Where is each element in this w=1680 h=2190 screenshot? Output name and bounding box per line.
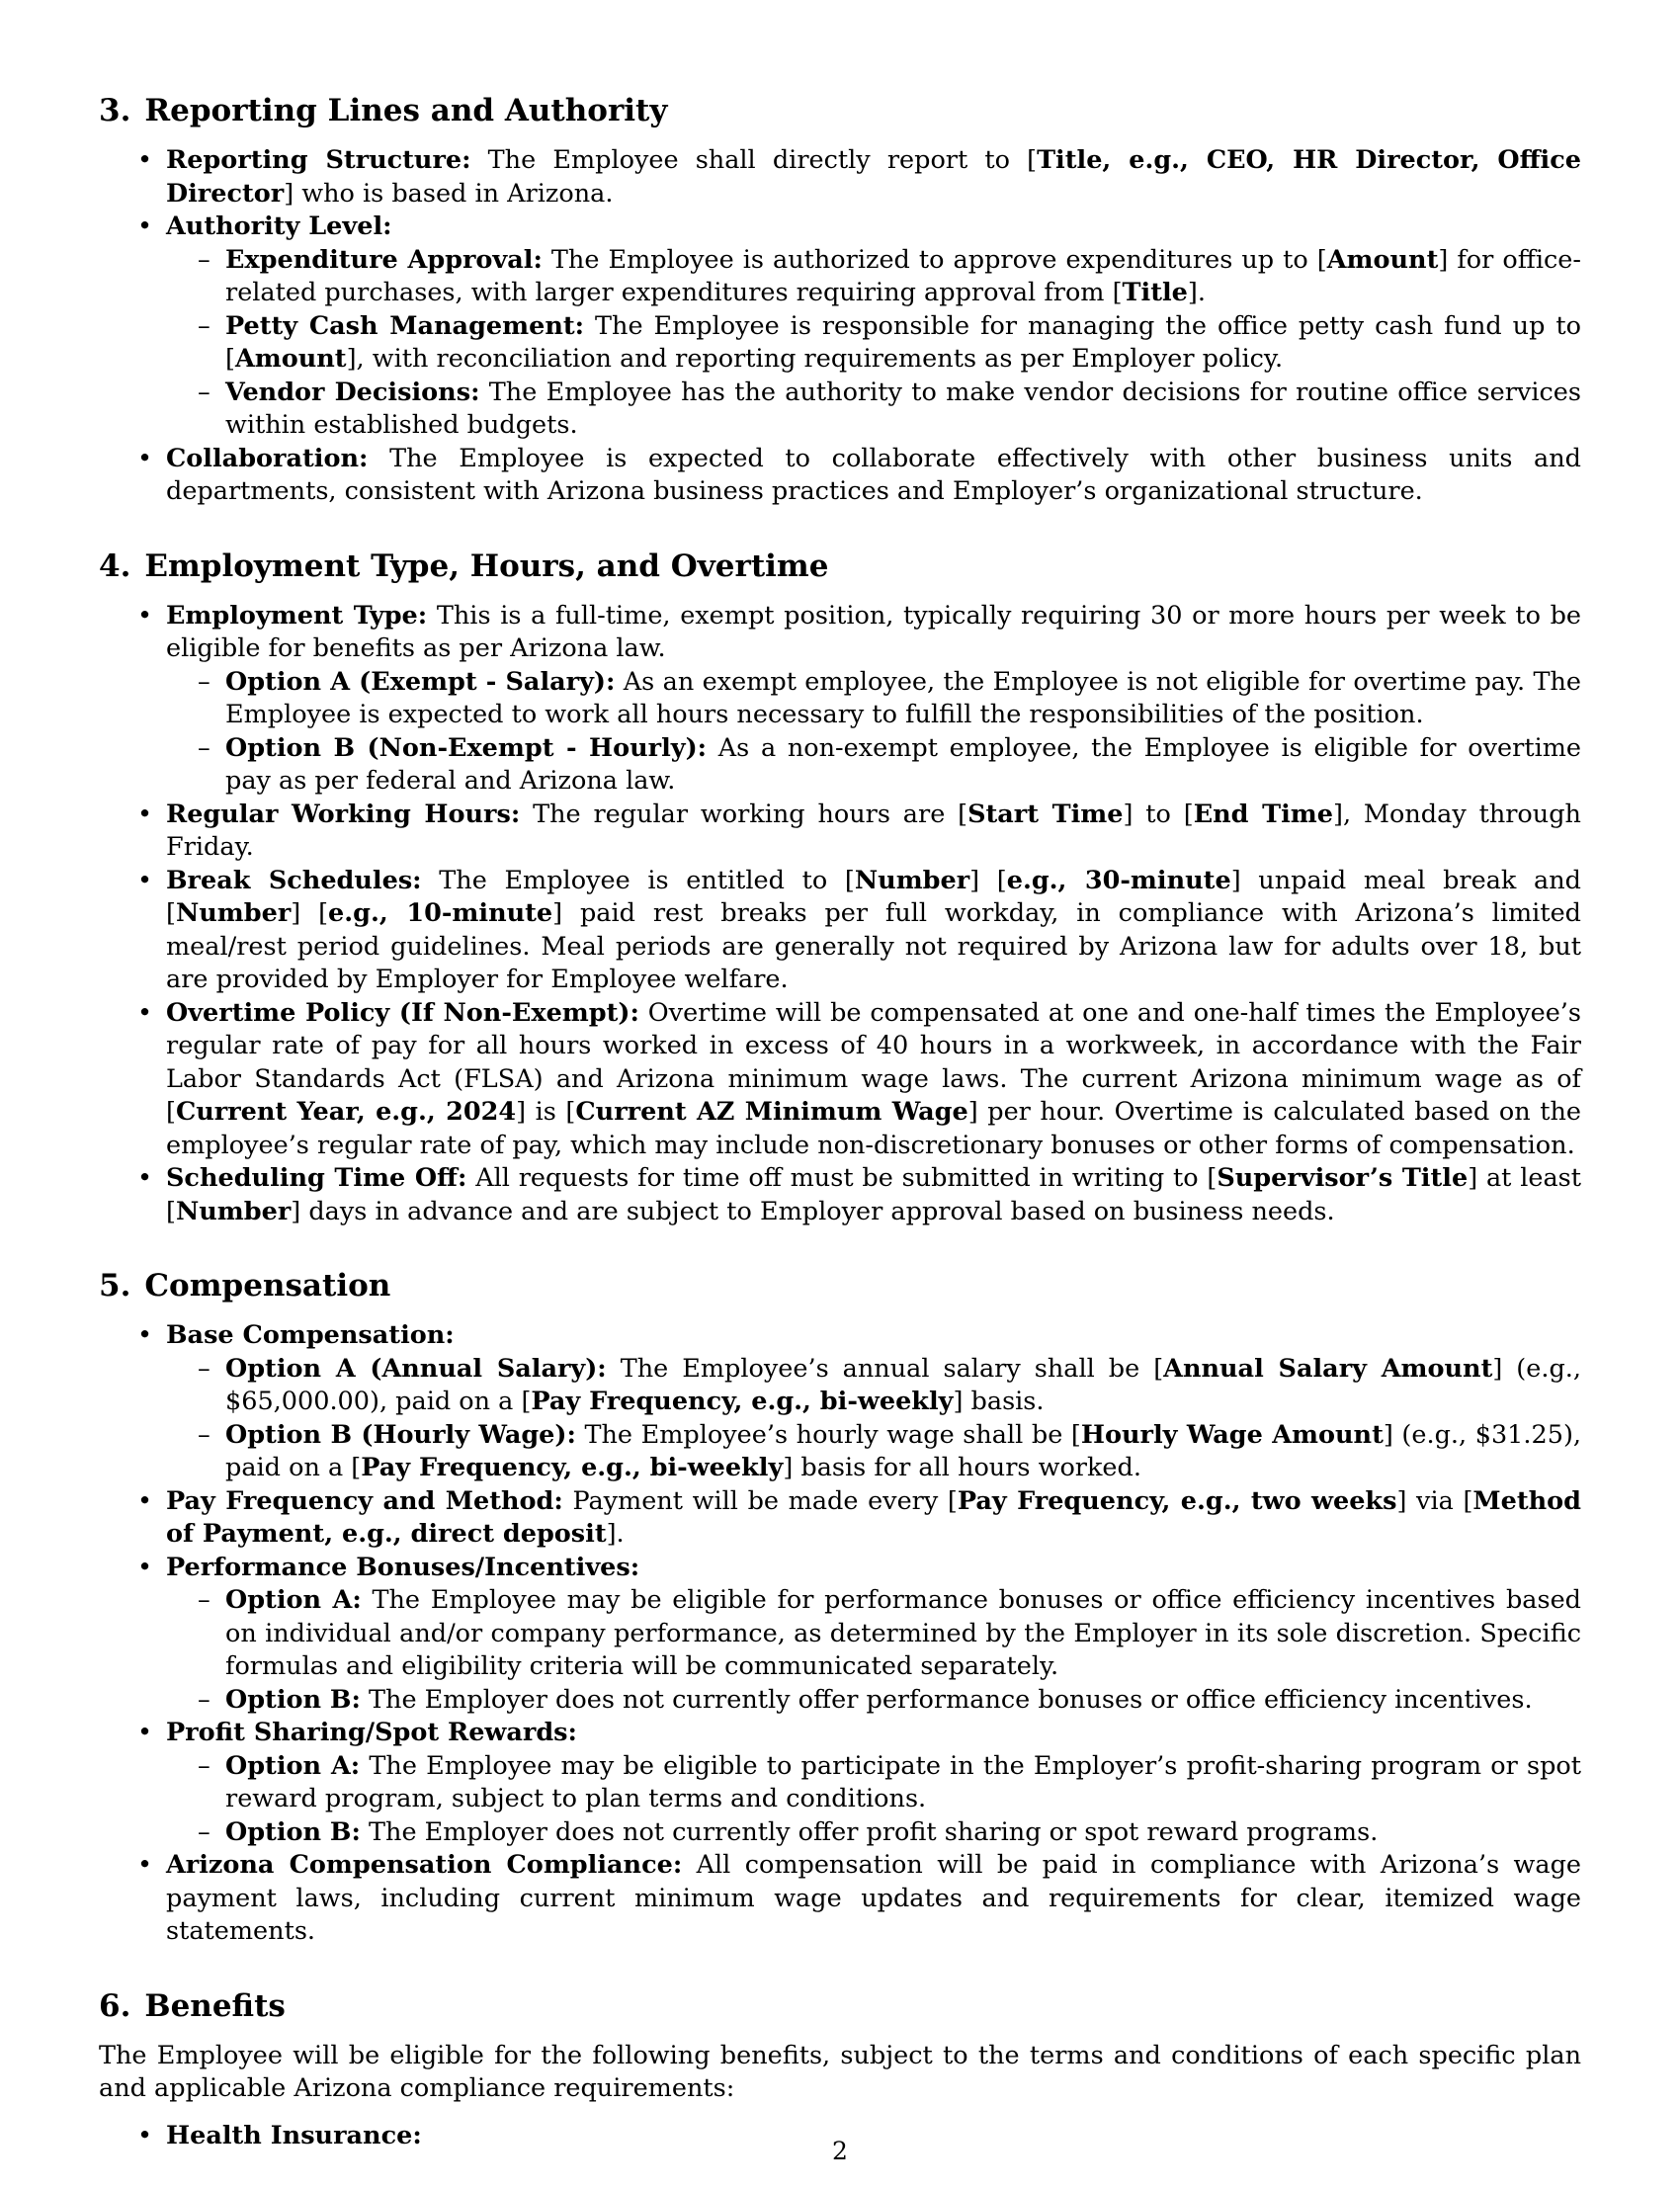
section-intro: The Employee will be eligible for the following benefits, subject to the terms and conditions of each specific plan and applicable Arizona compliance requirements: (99, 2040, 1581, 2103)
item-text: ] [ (969, 865, 1007, 895)
sub-list (166, 244, 1581, 443)
list-item (99, 144, 1581, 211)
item-text: ] [ (291, 898, 329, 928)
item-label: Option B (Hourly Wage): (225, 1419, 576, 1450)
item-text: Payment will be made every [ (562, 1485, 958, 1516)
item-text: The regular working hours are [ (520, 799, 968, 829)
item-text: The Employee’s annual salary shall be [ (606, 1353, 1164, 1384)
sub-list-item (166, 1584, 1581, 1684)
item-label: Pay Frequency and Method: (166, 1485, 563, 1516)
item-text: The Employer does not currently offer performance bonuses or office efficiency incentives. (360, 1684, 1533, 1715)
item-text: ]. (1187, 278, 1206, 307)
placeholder-text: Amount (234, 344, 347, 374)
item-text: The Employee’s hourly wage shall be [ (575, 1419, 1081, 1450)
sub-list-item (166, 732, 1581, 799)
item-text: The Employee has the authority to make vendor decisions for routine office services within established budgets. (225, 377, 1581, 440)
placeholder-text: Method of Payment, e.g., direct deposit (166, 1485, 1582, 1549)
item-label: Option B: (225, 1816, 361, 1847)
item-text: The Employer does not currently offer profit sharing or spot reward programs. (360, 1816, 1379, 1847)
item-label: Arizona Compensation Compliance: (166, 1850, 683, 1880)
item-text: Overtime will be compensated at one and one-half times the Employee’s regular rate of pay for all hours worked in excess of 40 hours in a workweek, in accordance with the Fair Labor Standards Act (FLSA) and Arizona minimum wage laws. The current Arizona minimum wage as of [ (166, 997, 1582, 1127)
item-text: The Employee shall directly report to [ (470, 145, 1038, 175)
item-label: Performance Bonuses/Incentives: (166, 1552, 640, 1582)
item-text: The Employee is entitled to [ (421, 865, 855, 895)
item-text: ] per hour. Overtime is calculated based on the employee’s regular rate of pay, which may include non-discretionary bonuses or other forms of compensation. (166, 1097, 1581, 1160)
list-item (99, 865, 1581, 997)
item-label: Option B: (225, 1684, 361, 1715)
item-label: Regular Working Hours: (166, 799, 521, 829)
placeholder-text: e.g., 30-minute (1006, 865, 1231, 895)
item-label: Option A: (225, 1750, 361, 1781)
item-label: Overtime Policy (If Non-Exempt): (166, 997, 639, 1028)
placeholder-text: Title, e.g., CEO, HR Director, Office Director (166, 145, 1581, 209)
section-heading (99, 91, 1581, 130)
section-number: 4. (99, 548, 131, 584)
item-text: ] days in advance and are subject to Employer approval based on business needs. (291, 1196, 1335, 1226)
item-label: Petty Cash Management: (225, 310, 585, 341)
section-title: Benefits (144, 1987, 286, 2024)
list-item (99, 1485, 1581, 1552)
sub-list-item (166, 1750, 1581, 1816)
item-text: ] paid rest breaks per full workday, in compliance with Arizona’s limited meal/rest period guidelines. Meal periods are generally not required by Arizona law for adults over 18, but are provided by Employer for Employee welfare. (166, 898, 1581, 994)
placeholder-text: Supervisor’s Title (1217, 1163, 1469, 1193)
placeholder-text: Number (175, 898, 292, 928)
item-text: ], Monday through Friday. (166, 799, 1581, 862)
item-text: This is a full-time, exempt position, typically requiring 30 or more hours per week to be eligible for benefits as per Arizona law. (166, 600, 1581, 663)
item-label: Option A (Annual Salary): (225, 1353, 607, 1384)
placeholder-text: Pay Frequency, e.g., bi-weekly (531, 1387, 954, 1416)
section-title: Reporting Lines and Authority (144, 93, 668, 128)
sub-list-item (166, 1353, 1581, 1419)
placeholder-text: End Time (1193, 799, 1333, 829)
item-text: ], with reconciliation and reporting requirements as per Employer policy. (346, 344, 1284, 374)
placeholder-text: e.g., 10-minute (328, 898, 553, 928)
item-text: ] for office-related purchases, with larger expenditures requiring approval from [ (225, 244, 1581, 307)
sub-list-item (166, 1816, 1581, 1850)
item-label: Option A (Exempt - Salary): (225, 666, 616, 697)
bullet-list (99, 1319, 1581, 1949)
list-item (99, 1849, 1581, 1949)
item-label: Break Schedules: (166, 865, 422, 895)
sub-list (166, 1584, 1581, 1717)
placeholder-text: Pay Frequency, e.g., bi-weekly (361, 1453, 784, 1482)
section-number: 6. (99, 1987, 131, 2024)
item-label: Vendor Decisions: (225, 377, 480, 407)
item-text: The Employee is authorized to approve expenditures up to [ (542, 244, 1327, 275)
item-text: All requests for time off must be submitted in writing to [ (466, 1163, 1218, 1193)
sub-list-item (166, 666, 1581, 732)
item-text: ] basis. (953, 1387, 1045, 1416)
list-item (99, 1717, 1581, 1849)
placeholder-text: Current Year, e.g., 2024 (175, 1097, 517, 1127)
placeholder-text: Current AZ Minimum Wage (575, 1097, 968, 1127)
item-label: Scheduling Time Off: (166, 1163, 467, 1193)
list-item (99, 1552, 1581, 1718)
placeholder-text: Number (175, 1196, 292, 1226)
item-label: Profit Sharing/Spot Rewards: (166, 1718, 577, 1747)
section-heading (99, 547, 1581, 586)
item-label: Expenditure Approval: (225, 244, 543, 275)
item-label: Health Insurance: (166, 2120, 422, 2150)
sub-list (166, 1353, 1581, 1485)
placeholder-text: Number (854, 865, 970, 895)
item-text: ] unpaid meal break and [ (166, 865, 1581, 928)
item-text: As an exempt employee, the Employee is not eligible for overtime pay. The Employee is expected to work all hours necessary to fulfill the responsibilities of the position. (225, 666, 1581, 729)
section (99, 91, 1581, 509)
item-label: Reporting Structure: (166, 145, 471, 175)
item-text: ] is [ (516, 1097, 576, 1127)
item-label: Base Compensation: (166, 1320, 455, 1350)
list-item (99, 997, 1581, 1163)
list-item (99, 600, 1581, 799)
item-label: Option A: (225, 1585, 362, 1615)
list-item (99, 1162, 1581, 1228)
section-title: Compensation (144, 1268, 391, 1304)
placeholder-text: Hourly Wage Amount (1080, 1419, 1384, 1450)
item-text: All compensation will be paid in compliance with Arizona’s wage payment laws, including current minimum wage updates and requirements for clear, itemized wage statements. (166, 1850, 1581, 1946)
sub-list (166, 666, 1581, 799)
placeholder-text: Pay Frequency, e.g., two weeks (957, 1485, 1397, 1516)
list-item (99, 211, 1581, 443)
sub-list-item (166, 1684, 1581, 1718)
sub-list-item (166, 310, 1581, 377)
item-text: The Employee may be eligible for performance bonuses or office efficiency incentives based on individual and/or company performance, as determined by the Employer in its sole discretion. Specific formulas and eligibility criteria will be communicated separately. (225, 1585, 1581, 1681)
item-label: Collaboration: (166, 443, 369, 473)
placeholder-text: Amount (1326, 244, 1439, 275)
item-label: Authority Level: (166, 211, 392, 241)
section (99, 547, 1581, 1229)
section (99, 1986, 1581, 2153)
item-label: Employment Type: (166, 600, 428, 631)
item-text: ] to [ (1123, 799, 1194, 829)
item-label: Option B (Non-Exempt - Hourly): (225, 732, 708, 763)
list-item (99, 1319, 1581, 1485)
section-number: 3. (99, 93, 131, 128)
item-text: The Employee is expected to collaborate effectively with other business units and departments, consistent with Arizona business practices and Employer’s organizational structure. (166, 443, 1581, 506)
page-number: 2 (832, 2137, 848, 2165)
item-text: ] via [ (1396, 1485, 1473, 1516)
item-text: As a non-exempt employee, the Employee is eligible for overtime pay as per federal and Arizona law. (225, 732, 1581, 796)
item-text: ] (e.g., $31.25), paid on a [ (225, 1419, 1582, 1482)
sub-list-item (166, 377, 1581, 443)
item-text: ] who is based in Arizona. (284, 178, 614, 209)
item-text: ] at least [ (166, 1163, 1581, 1226)
item-text: ]. (606, 1519, 625, 1549)
document-page (99, 91, 1581, 2190)
list-item (99, 799, 1581, 865)
sub-list-item (166, 1419, 1581, 1485)
section-heading (99, 1266, 1581, 1306)
item-text: The Employee is responsible for managing the office petty cash fund up to [ (225, 310, 1581, 374)
sub-list-item (166, 244, 1581, 310)
placeholder-text: Annual Salary Amount (1163, 1353, 1493, 1384)
item-text: The Employee may be eligible to participate in the Employer’s profit-sharing program or spot reward program, subject to plan terms and conditions. (225, 1750, 1581, 1813)
placeholder-text: Start Time (967, 799, 1124, 829)
list-item (99, 443, 1581, 509)
item-text: ] (e.g., $65,000.00), paid on a [ (225, 1353, 1581, 1416)
section-heading (99, 1986, 1581, 2026)
placeholder-text: Title (1122, 278, 1188, 307)
section (99, 1266, 1581, 1949)
section-title: Employment Type, Hours, and Overtime (144, 548, 829, 584)
bullet-list (99, 144, 1581, 509)
sub-list (166, 1750, 1581, 1850)
bullet-list (99, 600, 1581, 1229)
section-number: 5. (99, 1268, 131, 1304)
item-text: ] basis for all hours worked. (783, 1453, 1141, 1482)
